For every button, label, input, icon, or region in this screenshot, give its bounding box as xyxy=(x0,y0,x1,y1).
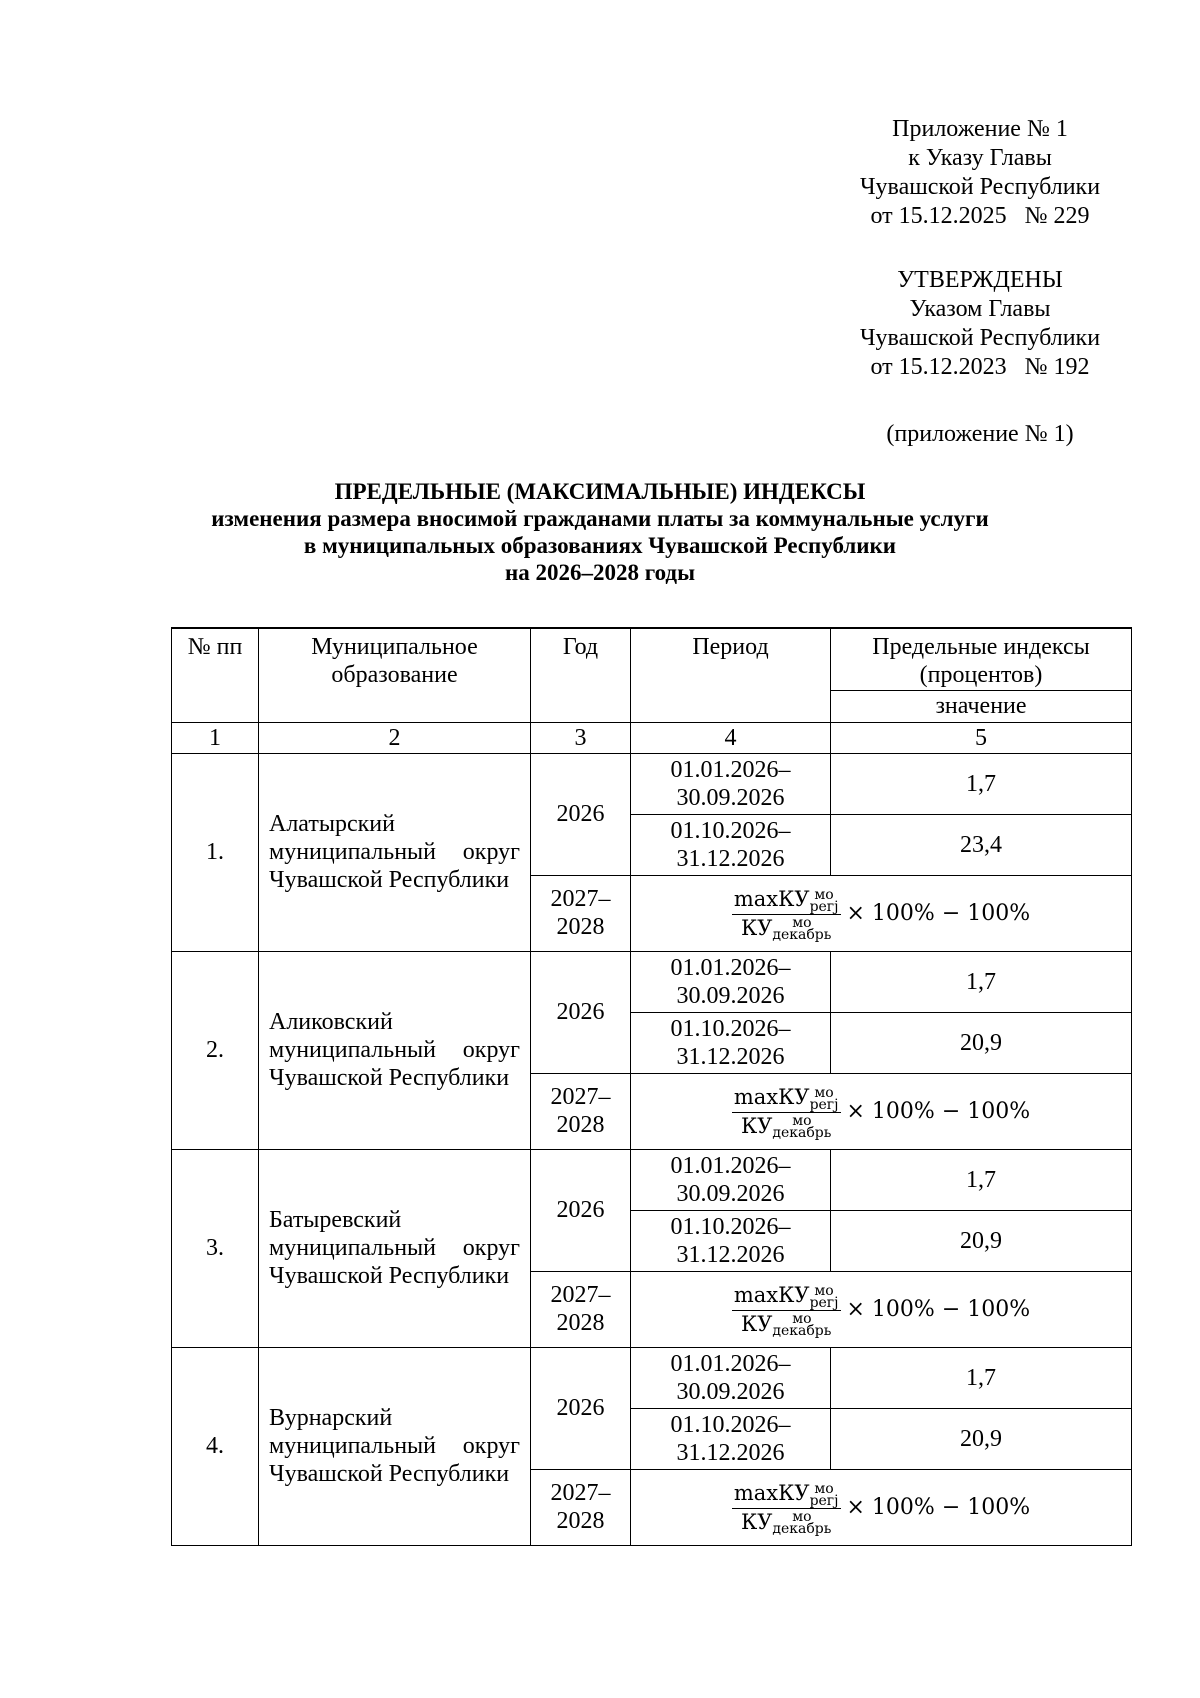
period-cell: 01.10.2026–31.12.2026 xyxy=(631,1210,831,1271)
index-value: 1,7 xyxy=(831,1149,1132,1210)
header-num: № пп xyxy=(172,628,259,722)
period-cell: 01.01.2026–30.09.2026 xyxy=(631,951,831,1012)
title-line: ПРЕДЕЛЬНЫЕ (МАКСИМАЛЬНЫЕ) ИНДЕКСЫ xyxy=(334,479,866,504)
municipality-name: Алатырский муниципальный округ Чувашской Республики xyxy=(259,753,531,951)
row-number: 4. xyxy=(172,1347,259,1545)
period-cell: 01.01.2026–30.09.2026 xyxy=(631,1347,831,1408)
header-municipality: Муниципальное образование xyxy=(259,628,531,722)
formula-fraction xyxy=(732,1283,841,1337)
appendix-line: Чувашской Республики xyxy=(859,174,1101,200)
column-number: 1 xyxy=(172,722,259,753)
year-cell: 2026 xyxy=(531,1347,631,1469)
municipality-name: Аликовский муниципальный округ Чувашской Республики xyxy=(259,951,531,1149)
index-value: 20,9 xyxy=(831,1408,1132,1469)
row-number: 2. xyxy=(172,951,259,1149)
header-period: Период xyxy=(631,628,831,722)
appendix-line: Приложение № 1 xyxy=(892,116,1068,142)
index-value: 20,9 xyxy=(831,1210,1132,1271)
approved-header xyxy=(780,266,1180,382)
approved-line: УТВЕРЖДЕНЫ xyxy=(897,267,1063,293)
period-cell: 01.01.2026–30.09.2026 xyxy=(631,1149,831,1210)
formula-fraction xyxy=(732,1481,841,1535)
formula-numerator: maxКУ мо регj xyxy=(733,1480,839,1509)
year-cell: 2027–2028 xyxy=(531,1073,631,1149)
formula-tail: × 100% − 100% xyxy=(846,1099,1031,1124)
year-cell: 2027–2028 xyxy=(531,875,631,951)
period-cell: 01.10.2026–31.12.2026 xyxy=(631,1012,831,1073)
municipality-name: Вурнарский муниципальный округ Чувашской Республики xyxy=(259,1347,531,1545)
table-row xyxy=(172,951,1132,1012)
row-number: 3. xyxy=(172,1149,259,1347)
index-formula xyxy=(732,1283,1030,1337)
header-year: Год xyxy=(531,628,631,722)
table-row xyxy=(172,1149,1132,1210)
title-line: изменения размера вносимой гражданами платы за коммунальные услуги xyxy=(211,506,989,531)
indices-table xyxy=(171,627,1132,1546)
title-line: в муниципальных образованиях Чувашской Республики xyxy=(303,533,897,558)
formula-numerator: maxКУ мо регj xyxy=(733,1084,839,1113)
approved-line: Указом Главы xyxy=(909,296,1051,322)
year-cell: 2027–2028 xyxy=(531,1469,631,1545)
formula-numerator: maxКУ мо регj xyxy=(733,1282,839,1311)
column-number: 2 xyxy=(259,722,531,753)
formula-tail: × 100% − 100% xyxy=(846,1297,1031,1322)
approved-line: Чувашской Республики xyxy=(859,325,1101,351)
document-title xyxy=(0,478,1200,586)
formula-denominator: КУ мо декабрь xyxy=(740,1113,832,1141)
year-cell: 2027–2028 xyxy=(531,1271,631,1347)
index-value: 23,4 xyxy=(831,814,1132,875)
formula-tail: × 100% − 100% xyxy=(846,901,1031,926)
column-number: 5 xyxy=(831,722,1132,753)
row-number: 1. xyxy=(172,753,259,951)
formula-cell xyxy=(631,1073,1132,1149)
period-cell: 01.10.2026–31.12.2026 xyxy=(631,1408,831,1469)
formula-denominator: КУ мо декабрь xyxy=(740,1311,832,1339)
index-formula xyxy=(732,887,1030,941)
column-number: 4 xyxy=(631,722,831,753)
index-value: 1,7 xyxy=(831,1347,1132,1408)
formula-fraction xyxy=(732,887,841,941)
approved-line: от 15.12.2023 № 192 xyxy=(870,354,1090,380)
header-indices: Предельные индексы (процентов) xyxy=(831,628,1132,690)
column-number-row xyxy=(172,722,1132,753)
appendix-note: (приложение № 1) xyxy=(886,421,1074,447)
municipality-name: Батыревский муниципальный округ Чувашской Республики xyxy=(259,1149,531,1347)
table-row xyxy=(172,1347,1132,1408)
formula-fraction xyxy=(732,1085,841,1139)
index-formula xyxy=(732,1085,1030,1139)
column-number: 3 xyxy=(531,722,631,753)
year-cell: 2026 xyxy=(531,1149,631,1271)
header-row xyxy=(172,628,1132,690)
index-value: 1,7 xyxy=(831,951,1132,1012)
formula-cell xyxy=(631,1271,1132,1347)
formula-numerator: maxКУ мо регj xyxy=(733,886,839,915)
formula-cell xyxy=(631,1469,1132,1545)
appendix-line: к Указу Главы xyxy=(908,145,1052,171)
formula-denominator: КУ мо декабрь xyxy=(740,915,832,943)
year-cell: 2026 xyxy=(531,951,631,1073)
index-value: 1,7 xyxy=(831,753,1132,814)
appendix-line: от 15.12.2025 № 229 xyxy=(870,203,1090,229)
appendix-header xyxy=(780,115,1180,231)
period-cell: 01.10.2026–31.12.2026 xyxy=(631,814,831,875)
formula-denominator: КУ мо декабрь xyxy=(740,1509,832,1537)
table-row xyxy=(172,753,1132,814)
formula-cell xyxy=(631,875,1132,951)
period-cell: 01.01.2026–30.09.2026 xyxy=(631,753,831,814)
header-value: значение xyxy=(831,690,1132,722)
index-value: 20,9 xyxy=(831,1012,1132,1073)
title-line: на 2026–2028 годы xyxy=(504,560,696,585)
year-cell: 2026 xyxy=(531,753,631,875)
index-formula xyxy=(732,1481,1030,1535)
formula-tail: × 100% − 100% xyxy=(846,1495,1031,1520)
